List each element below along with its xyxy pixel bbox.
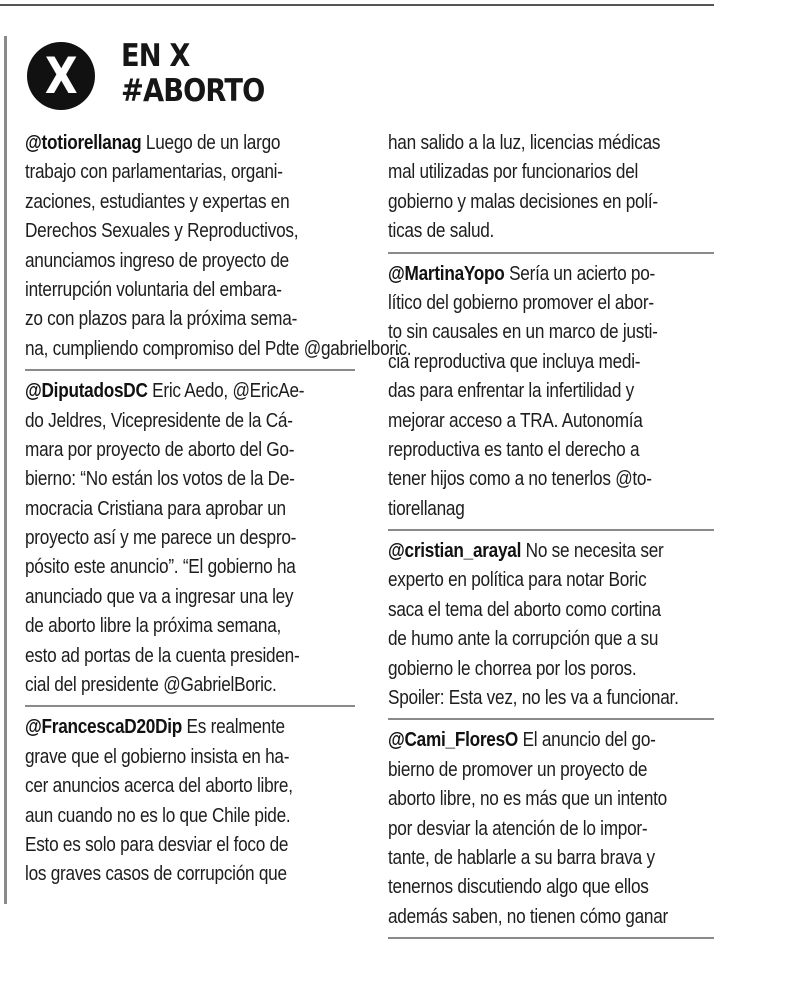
tweet-text: mocracia Cristiana para aprobar un: [25, 497, 286, 520]
tweet-text: zaciones, estudiantes y expertas en: [25, 190, 290, 213]
tweet-divider: [388, 252, 714, 254]
tweet-text: Derechos Sexuales y Reproductivos,: [25, 220, 299, 243]
top-rule: [0, 4, 714, 6]
tweet-divider: [388, 937, 714, 939]
tweet-text: gobierno le chorrea por los poros.: [388, 657, 637, 680]
x-logo-icon: [27, 42, 95, 110]
tweet-text: reproductiva es tanto el derecho a: [388, 438, 640, 461]
tweet-text: mara por proyecto de aborto del Go-: [25, 438, 295, 461]
left-column: [25, 129, 412, 890]
tweet-text: anunciamos ingreso de proyecto de: [25, 249, 289, 272]
tweet-text: Sería un acierto po-: [509, 262, 655, 285]
tweet-text: tante, de hablarle a su barra brava y: [388, 846, 655, 869]
tweet-martinayopo: [388, 260, 714, 525]
tweet-text: grave que el gobierno insista en ha-: [25, 745, 290, 768]
tweet-handle[interactable]: @totiorellanag: [25, 132, 142, 154]
tweet-text: proyecto así y me parece un despro-: [25, 527, 297, 550]
tweet-handle[interactable]: @Cami_FloresO: [388, 729, 519, 752]
tweet-text: trabajo con parlamentarias, organi-: [25, 161, 283, 184]
tweet-handle[interactable]: @FrancescaD20Dip: [25, 716, 183, 739]
tweet-divider: [388, 529, 714, 531]
tweet-text: bierno: “No están los votos de la De-: [25, 468, 295, 491]
heading-line-1: EN X: [121, 38, 190, 74]
tweet-text: aun cuando no es lo que Chile pide.: [25, 804, 291, 827]
tweet-text: Esto es solo para desviar el foco de: [25, 833, 289, 856]
tweet-text: tiorellanag: [388, 497, 465, 520]
tweet-text: los graves casos de corrupción que: [25, 863, 287, 886]
tweet-handle[interactable]: @DiputadosDC: [25, 380, 148, 403]
tweet-text: esto ad portas de la cuenta presiden-: [25, 644, 300, 667]
tweet-handle[interactable]: @MartinaYopo: [388, 262, 505, 285]
left-margin-rule: [4, 36, 7, 904]
x-logo-letter: X: [44, 47, 78, 105]
tweet-text: tenernos discutiendo algo que ellos: [388, 876, 649, 899]
tweet-text: do Jeldres, Vicepresidente de la Cá-: [25, 409, 293, 432]
tweet-divider: [25, 705, 355, 707]
tweet-text: to sin causales en un marco de justi-: [388, 321, 658, 344]
tweet-text: na, cumpliendo compromiso del Pdte @gabrielboric.: [25, 337, 412, 360]
tweet-text: cer anuncios acerca del aborto libre,: [25, 775, 293, 798]
tweet-text: mejorar acceso a TRA. Autonomía: [388, 409, 643, 432]
tweet-cami-flores: [388, 726, 714, 932]
tweet-text: bierno de promover un proyecto de: [388, 758, 648, 781]
heading-line-2: #ABORTO: [121, 73, 265, 109]
tweet-text: mal utilizadas por funcionarios del: [388, 161, 639, 184]
tweet-text: anunciado que va a ingresar una ley: [25, 585, 294, 608]
tweet-text: No se necesita ser: [525, 540, 664, 563]
tweet-totiorellanag: [25, 129, 412, 364]
tweet-text: tener hijos como a no tenerlos @to-: [388, 468, 652, 491]
tweet-text: pósito este anuncio”. “El gobierno ha: [25, 556, 296, 579]
section-heading: [121, 39, 264, 109]
tweet-text: por desviar la atención de lo impor-: [388, 817, 648, 840]
tweet-diputadosdc: [25, 377, 355, 700]
tweet-text: El anuncio del go-: [522, 729, 656, 752]
tweet-text: das para enfrentar la infertilidad y: [388, 380, 635, 403]
tweet-text: zo con plazos para la próxima sema-: [25, 308, 298, 331]
tweet-text: cia reproductiva que incluya medi-: [388, 350, 641, 373]
tweet-text: además saben, no tienen cómo ganar: [388, 905, 669, 928]
tweet-text: interrupción voluntaria del embara-: [25, 278, 282, 301]
tweet-handle[interactable]: @cristian_arayal: [388, 540, 522, 563]
tweet-text: de humo ante la corrupción que a su: [388, 628, 659, 651]
tweet-text: gobierno y malas decisiones en polí-: [388, 190, 658, 213]
tweet-text: Spoiler: Esta vez, no les va a funcionar.: [388, 687, 679, 710]
tweet-text: Es realmente: [186, 716, 285, 739]
tweet-divider: [25, 369, 355, 371]
tweet-text: Eric Aedo, @EricAe-: [152, 380, 305, 403]
tweet-text: ticas de salud.: [388, 220, 495, 243]
tweet-cristian-arayal: [388, 537, 714, 713]
tweet-text: experto en política para notar Boric: [388, 569, 647, 592]
tweet-text: lítico del gobierno promover el abor-: [388, 291, 654, 314]
tweet-divider: [388, 718, 714, 720]
tweet-text: de aborto libre la próxima semana,: [25, 615, 282, 638]
tweet-text: cial del presidente @GabrielBoric.: [25, 674, 277, 697]
tweet-text: aborto libre, no es más que un intento: [388, 788, 667, 811]
tweet-text: saca el tema del aborto como cortina: [388, 598, 661, 621]
tweet-text: Luego de un largo: [145, 132, 281, 154]
tweet-francescad20dip: [25, 713, 355, 889]
tweet-francescad20dip-continued: [388, 129, 714, 247]
right-column: [388, 129, 714, 945]
tweet-text: han salido a la luz, licencias médicas: [388, 132, 661, 154]
